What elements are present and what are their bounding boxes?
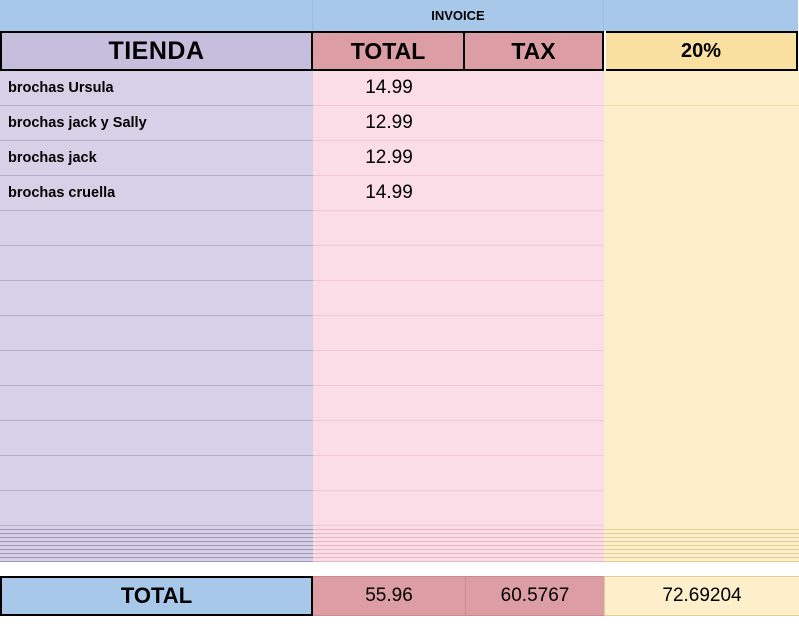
- cell-percent[interactable]: [604, 106, 799, 141]
- cell-tienda[interactable]: [0, 281, 313, 316]
- cell-tax[interactable]: [465, 176, 604, 211]
- cell-tienda[interactable]: brochas jack: [0, 141, 313, 176]
- cell-total[interactable]: 14.99: [313, 176, 465, 211]
- spacer-row: [0, 562, 799, 576]
- cell-tax[interactable]: [465, 491, 604, 526]
- cell-total[interactable]: 14.99: [313, 71, 465, 106]
- cell-tax[interactable]: [465, 281, 604, 316]
- cell-tax[interactable]: [465, 106, 604, 141]
- cell-total[interactable]: 12.99: [313, 106, 465, 141]
- cell-tax[interactable]: [465, 141, 604, 176]
- column-header-percent[interactable]: 20%: [606, 31, 798, 71]
- table-header-row: [0, 31, 799, 71]
- cell-total[interactable]: [313, 456, 465, 491]
- cell-percent[interactable]: [604, 491, 799, 526]
- cell-tienda[interactable]: [0, 491, 313, 526]
- title-bar-left-fill: [0, 0, 313, 31]
- cell-tax[interactable]: [465, 386, 604, 421]
- cell-tax[interactable]: [465, 456, 604, 491]
- cell-total[interactable]: [313, 386, 465, 421]
- table-body: [0, 71, 799, 526]
- cell-percent[interactable]: [604, 211, 799, 246]
- column-total: [313, 71, 465, 526]
- cell-tax[interactable]: [465, 316, 604, 351]
- cell-percent[interactable]: [604, 351, 799, 386]
- cell-percent[interactable]: [604, 386, 799, 421]
- collapsed-rows-tax[interactable]: [465, 526, 604, 562]
- title-bar-row: [0, 0, 799, 31]
- column-header-tienda[interactable]: TIENDA: [0, 31, 313, 71]
- cell-percent[interactable]: [604, 421, 799, 456]
- collapsed-rows-total[interactable]: [313, 526, 465, 562]
- cell-percent[interactable]: [604, 141, 799, 176]
- totals-row: [0, 576, 799, 616]
- cell-total[interactable]: 12.99: [313, 141, 465, 176]
- cell-tienda[interactable]: [0, 211, 313, 246]
- cell-tax[interactable]: [465, 351, 604, 386]
- totals-label[interactable]: TOTAL: [0, 576, 313, 616]
- totals-total-value[interactable]: 55.96: [313, 576, 465, 616]
- cell-total[interactable]: [313, 211, 465, 246]
- cell-percent[interactable]: [604, 71, 799, 106]
- cell-percent[interactable]: [604, 246, 799, 281]
- column-header-tax[interactable]: TAX: [465, 31, 604, 71]
- cell-tienda[interactable]: brochas Ursula: [0, 71, 313, 106]
- cell-total[interactable]: [313, 491, 465, 526]
- cell-total[interactable]: [313, 351, 465, 386]
- cell-total[interactable]: [313, 281, 465, 316]
- spacer-cell: [313, 562, 465, 576]
- cell-tax[interactable]: [465, 246, 604, 281]
- cell-tienda[interactable]: brochas cruella: [0, 176, 313, 211]
- cell-tienda[interactable]: [0, 246, 313, 281]
- totals-tax-value[interactable]: 60.5767: [465, 576, 604, 616]
- cell-percent[interactable]: [604, 176, 799, 211]
- cell-total[interactable]: [313, 316, 465, 351]
- column-tienda: [0, 71, 313, 526]
- cell-tax[interactable]: [465, 211, 604, 246]
- cell-tax[interactable]: [465, 71, 604, 106]
- column-tax: [465, 71, 604, 526]
- totals-percent-value[interactable]: 72.69204: [604, 576, 799, 616]
- collapsed-rows-band: [0, 526, 799, 562]
- column-header-total[interactable]: TOTAL: [313, 31, 465, 71]
- collapsed-rows-percent[interactable]: [604, 526, 799, 562]
- title-bar-right-fill: [604, 0, 798, 31]
- collapsed-rows-tienda[interactable]: [0, 526, 313, 562]
- spacer-cell: [465, 562, 604, 576]
- cell-tienda[interactable]: brochas jack y Sally: [0, 106, 313, 141]
- cell-total[interactable]: [313, 421, 465, 456]
- cell-percent[interactable]: [604, 316, 799, 351]
- invoice-title: INVOICE: [313, 0, 604, 31]
- cell-tienda[interactable]: [0, 456, 313, 491]
- cell-tienda[interactable]: [0, 316, 313, 351]
- spacer-cell: [604, 562, 799, 576]
- cell-percent[interactable]: [604, 281, 799, 316]
- footer-fill: [0, 616, 799, 628]
- cell-tienda[interactable]: [0, 386, 313, 421]
- cell-tax[interactable]: [465, 421, 604, 456]
- cell-total[interactable]: [313, 246, 465, 281]
- cell-percent[interactable]: [604, 456, 799, 491]
- spacer-cell: [0, 562, 313, 576]
- cell-tienda[interactable]: [0, 351, 313, 386]
- cell-tienda[interactable]: [0, 421, 313, 456]
- column-percent: [604, 71, 799, 526]
